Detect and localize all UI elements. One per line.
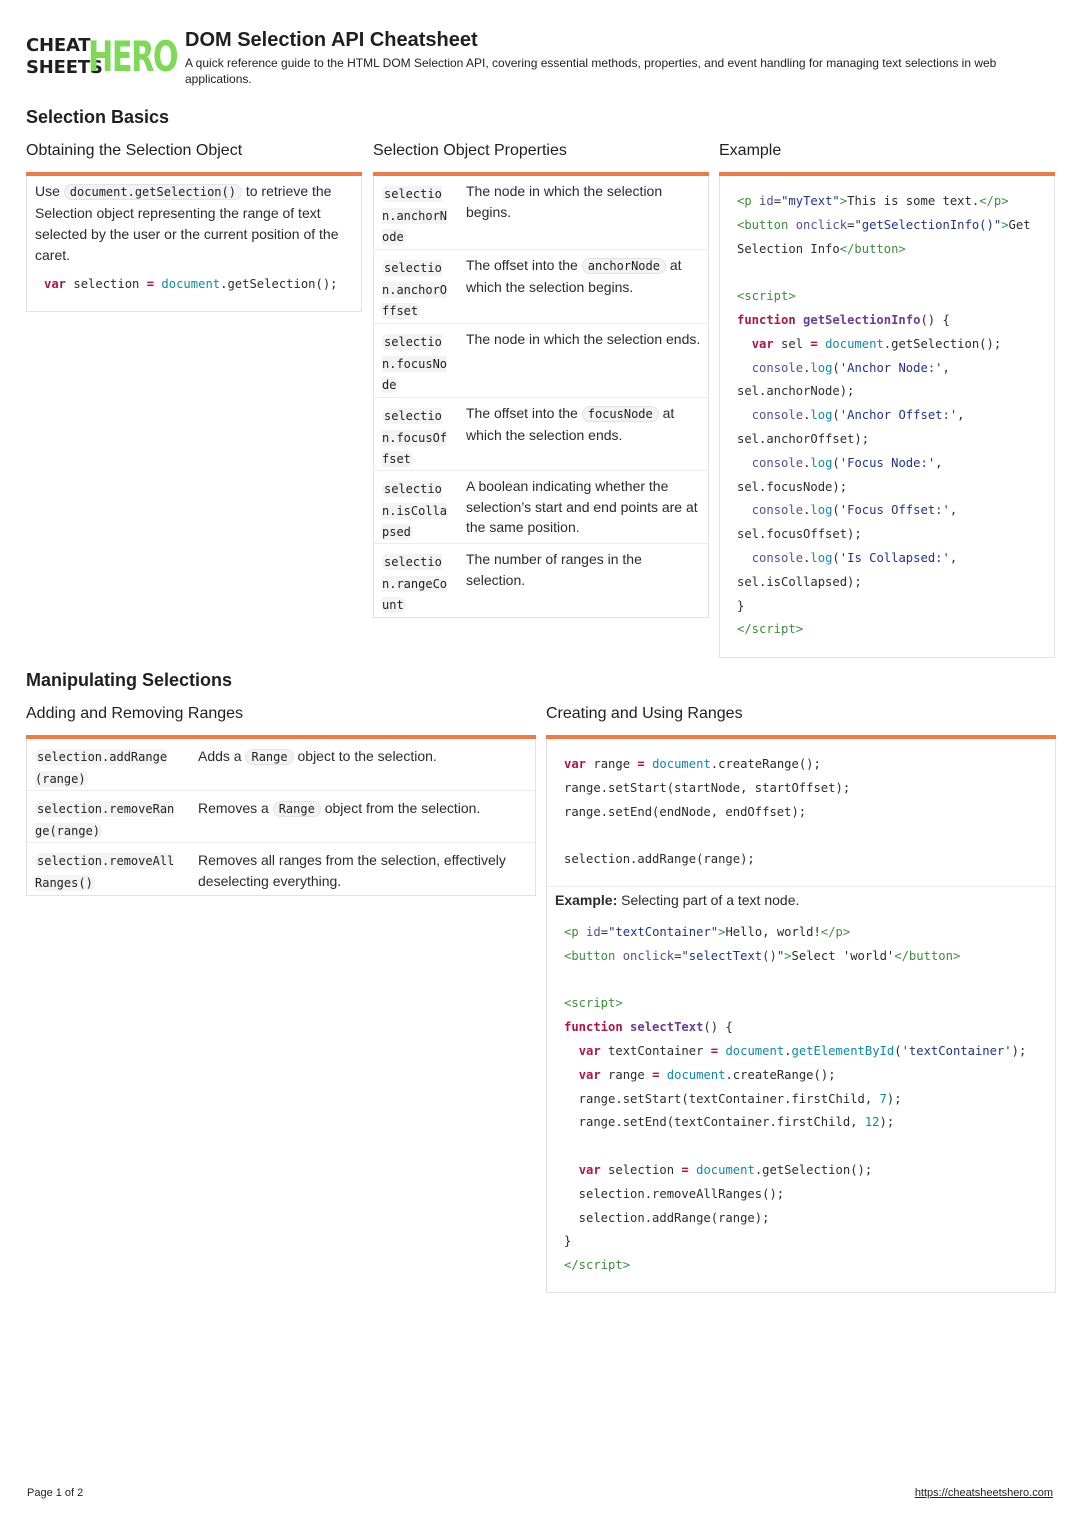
property-key: selection.isCollapsed <box>382 482 448 539</box>
inline-code-getselection: document.getSelection() <box>64 184 242 200</box>
property-desc: The node in which the selection ends. <box>466 331 701 347</box>
method-key: selection.addRange(range) <box>35 750 168 786</box>
page-subtitle: A quick reference guide to the HTML DOM Selection API, covering essential methods, properties, and event handling for managing text selections in web applications. <box>185 56 997 86</box>
obtaining-text-before: Use <box>35 183 60 199</box>
property-desc: The offset into the anchorNode at which the selection begins. <box>466 257 682 295</box>
method-desc: Removes all ranges from the selection, effectively deselecting everything. <box>198 852 506 889</box>
obtaining-description <box>35 181 357 266</box>
table-row <box>374 471 709 544</box>
property-desc: The node in which the selection begins. <box>466 183 663 220</box>
property-key: selection.focusNode <box>382 335 448 392</box>
method-desc: Adds a Range object to the selection. <box>198 748 437 764</box>
cheatsheets-hero-logo <box>26 32 178 81</box>
code-block-selection-example: <p id="myText">This is some text.</p> <button onclick="getSelectionInfo()">Get Selection Info</button> <script> function getSelectionInfo() { var sel = document.getSelection(); console.log('Anchor Node:', sel.anchorNode); console.log('Anchor Offset:', sel.anchorOffset); console.log('Focus Node:', sel.focusNode); console.log('Focus Offset:', sel.focusOffset); console.log('Is Collapsed:', sel.isCollapsed); } </script> <box>737 194 1031 637</box>
table-row <box>374 176 709 250</box>
card-example <box>719 176 1055 658</box>
section-title-manipulating: Manipulating Selections <box>26 670 233 690</box>
code-block-getselection: var selection = document.getSelection(); <box>44 277 338 291</box>
table-row <box>27 739 535 791</box>
section-title-selection-basics: Selection Basics <box>26 107 170 127</box>
site-link[interactable]: https://cheatsheetshero.com <box>914 1487 1053 1499</box>
card-obtaining <box>26 176 362 312</box>
method-key: selection.removeRange(range) <box>35 802 175 838</box>
example-caption: Example: Selecting part of a text node. <box>555 892 800 908</box>
card-creating-ranges <box>546 739 1056 1293</box>
property-desc: The offset into the focusNode at which the selection ends. <box>466 405 675 443</box>
card-properties <box>373 176 709 618</box>
obtaining-text-after: to retrieve the Selection object representing the range of text selected by the user or the current position of the caret. <box>35 183 339 263</box>
page-title: DOM Selection API Cheatsheet <box>185 29 478 51</box>
card-title-creating-ranges: Creating and Using Ranges <box>546 705 743 722</box>
logo-sheets: SHEETS <box>26 57 103 78</box>
table-row <box>27 791 535 843</box>
card-title-properties: Selection Object Properties <box>373 142 567 159</box>
table-row <box>374 250 709 324</box>
property-key: selection.rangeCount <box>382 555 448 612</box>
card-title-example: Example <box>719 142 782 159</box>
logo-cheat: CHEAT <box>26 35 91 56</box>
logo-hero: HERO <box>88 32 178 81</box>
divider <box>547 886 1055 887</box>
property-key: selection.anchorOffset <box>382 261 448 318</box>
code-block-create-range: var range = document.createRange(); range.setStart(startNode, startOffset); range.setEnd(endNode, endOffset); selection.addRange(range); <box>564 757 851 867</box>
table-row <box>374 544 709 617</box>
table-row <box>374 324 709 398</box>
table-row <box>374 398 709 471</box>
code-block-select-text: <p id="textContainer">Hello, world!</p> <button onclick="selectText()">Select 'world'</button> <script> function selectText() { var textContainer = document.getElementById('textContainer'); var range = document.createRange(); range.setStart(textContainer.firstChild, 7); range.setEnd(textContainer.firstChild, 12); var selection = document.getSelection(); selection.removeAllRanges(); selection.addRange(range); } </script> <box>564 925 1027 1273</box>
card-title-adding-removing: Adding and Removing Ranges <box>26 705 244 722</box>
property-key: selection.anchorNode <box>382 187 448 244</box>
card-title-obtaining: Obtaining the Selection Object <box>26 142 243 159</box>
method-key: selection.removeAllRanges() <box>35 854 175 890</box>
property-key: selection.focusOffset <box>382 409 448 466</box>
method-desc: Removes a Range object from the selection. <box>198 800 481 816</box>
property-desc: The number of ranges in the selection. <box>466 551 642 588</box>
table-row <box>27 843 535 895</box>
card-adding-removing <box>26 739 536 896</box>
property-desc: A boolean indicating whether the selection’s start and end points are at the same position. <box>466 478 698 535</box>
page-number: Page 1 of 2 <box>27 1487 84 1499</box>
